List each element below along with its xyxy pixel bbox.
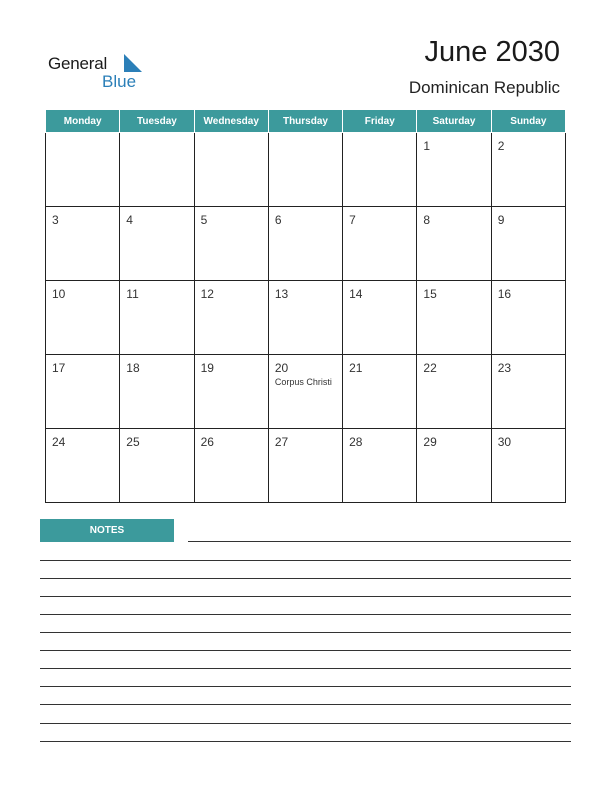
day-cell[interactable] bbox=[120, 133, 194, 207]
day-cell[interactable] bbox=[194, 355, 268, 429]
day-cell[interactable] bbox=[268, 207, 342, 281]
week-row bbox=[46, 281, 566, 355]
day-cell[interactable] bbox=[194, 207, 268, 281]
week-row bbox=[46, 429, 566, 503]
generalblue-logo bbox=[48, 54, 148, 94]
day-number: 6 bbox=[274, 213, 282, 227]
day-cell[interactable] bbox=[268, 355, 342, 429]
weekday-header-row bbox=[46, 110, 566, 133]
day-number: 11 bbox=[126, 287, 139, 301]
week-row bbox=[46, 207, 566, 281]
day-cell[interactable] bbox=[491, 429, 565, 503]
day-number: 15 bbox=[423, 287, 437, 301]
day-cell[interactable] bbox=[417, 207, 491, 281]
day-number: 4 bbox=[126, 213, 133, 227]
day-cell[interactable] bbox=[417, 355, 491, 429]
day-number: 17 bbox=[52, 361, 66, 375]
day-number: 20 bbox=[274, 361, 289, 375]
day-cell[interactable] bbox=[46, 207, 120, 281]
notes-line[interactable] bbox=[40, 614, 571, 615]
day-cell[interactable] bbox=[491, 133, 565, 207]
notes-line[interactable] bbox=[40, 723, 571, 724]
day-number: 9 bbox=[497, 213, 505, 227]
day-number: 19 bbox=[200, 361, 214, 375]
day-number: 1 bbox=[423, 139, 431, 153]
day-cell[interactable] bbox=[268, 281, 342, 355]
day-cell[interactable] bbox=[491, 207, 565, 281]
day-cell[interactable] bbox=[46, 133, 120, 207]
day-cell[interactable] bbox=[343, 281, 417, 355]
day-number: 30 bbox=[497, 435, 512, 449]
day-number: 29 bbox=[423, 435, 437, 449]
day-number: 12 bbox=[200, 287, 214, 301]
notes-line[interactable] bbox=[40, 686, 571, 687]
logo-general-text: General bbox=[48, 54, 108, 73]
day-number: 28 bbox=[349, 435, 363, 449]
day-number: 7 bbox=[349, 213, 356, 227]
day-number: 24 bbox=[52, 435, 66, 449]
page-title: June 2030 bbox=[424, 36, 560, 68]
day-cell[interactable] bbox=[343, 133, 417, 207]
calendar-grid bbox=[45, 109, 566, 503]
weekday-friday: Friday bbox=[343, 110, 417, 133]
day-cell[interactable] bbox=[46, 355, 120, 429]
notes-line[interactable] bbox=[40, 596, 571, 597]
holiday-label: Corpus Christi bbox=[274, 377, 332, 387]
day-cell[interactable] bbox=[417, 133, 491, 207]
day-cell[interactable] bbox=[120, 207, 194, 281]
day-cell[interactable] bbox=[268, 133, 342, 207]
calendar-body bbox=[46, 133, 566, 503]
day-cell[interactable] bbox=[120, 281, 194, 355]
weekday-monday: Monday bbox=[46, 110, 120, 133]
weekday-thursday: Thursday bbox=[268, 110, 342, 133]
day-number: 5 bbox=[200, 213, 208, 227]
day-cell[interactable] bbox=[491, 281, 565, 355]
day-cell[interactable] bbox=[491, 355, 565, 429]
day-number: 25 bbox=[126, 435, 140, 449]
day-number: 16 bbox=[497, 287, 512, 301]
day-number: 22 bbox=[423, 361, 437, 375]
notes-line[interactable] bbox=[40, 578, 571, 579]
logo-triangle-icon bbox=[122, 54, 142, 72]
day-cell[interactable] bbox=[343, 207, 417, 281]
day-cell[interactable] bbox=[343, 429, 417, 503]
day-number: 8 bbox=[423, 213, 431, 227]
notes-label: NOTES bbox=[40, 519, 174, 542]
day-cell[interactable] bbox=[194, 133, 268, 207]
weekday-saturday: Saturday bbox=[417, 110, 491, 133]
day-cell[interactable] bbox=[46, 429, 120, 503]
day-number: 27 bbox=[274, 435, 289, 449]
country-name: Dominican Republic bbox=[408, 78, 560, 97]
notes-line[interactable] bbox=[40, 704, 571, 705]
day-number: 14 bbox=[349, 287, 363, 301]
day-cell[interactable] bbox=[194, 429, 268, 503]
week-row bbox=[46, 355, 566, 429]
day-number: 23 bbox=[497, 361, 512, 375]
day-cell[interactable] bbox=[343, 355, 417, 429]
notes-line[interactable] bbox=[40, 650, 571, 651]
day-cell[interactable] bbox=[120, 355, 194, 429]
day-cell[interactable] bbox=[417, 429, 491, 503]
notes-line[interactable] bbox=[188, 541, 571, 542]
day-number: 2 bbox=[497, 139, 505, 153]
day-cell[interactable] bbox=[46, 281, 120, 355]
day-number: 3 bbox=[52, 213, 59, 227]
notes-line[interactable] bbox=[40, 668, 571, 669]
weekday-tuesday: Tuesday bbox=[120, 110, 194, 133]
day-cell[interactable] bbox=[120, 429, 194, 503]
day-number: 13 bbox=[274, 287, 289, 301]
logo-blue-text: Blue bbox=[102, 72, 137, 91]
day-cell[interactable] bbox=[417, 281, 491, 355]
notes-line[interactable] bbox=[40, 560, 571, 561]
week-row bbox=[46, 133, 566, 207]
weekday-sunday: Sunday bbox=[491, 110, 565, 133]
day-number: 26 bbox=[200, 435, 214, 449]
day-cell[interactable] bbox=[268, 429, 342, 503]
day-cell[interactable] bbox=[194, 281, 268, 355]
day-number: 10 bbox=[52, 287, 66, 301]
notes-line[interactable] bbox=[40, 741, 571, 742]
day-number: 18 bbox=[126, 361, 140, 375]
weekday-wednesday: Wednesday bbox=[194, 110, 268, 133]
notes-line[interactable] bbox=[40, 632, 571, 633]
day-number: 21 bbox=[349, 361, 363, 375]
